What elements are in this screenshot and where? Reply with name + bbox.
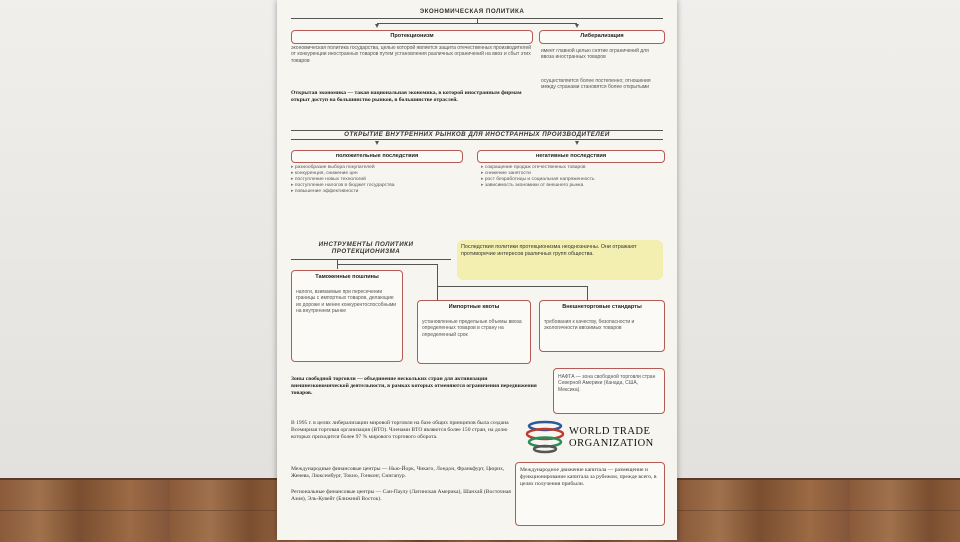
protectionism-text: экономическая политика государства, целью которой является защита отечественных производителей от конкуренции иностранных товаров путем установления различных ограничений на ввоз и сбыт этих товаров — [291, 45, 532, 64]
free-trade-definition: Зоны свободной торговли — объединение нескольких стран для активизации внешнеэкономической деятельности, в рамках которых отменяются ограничения передвижения товаров. — [291, 376, 537, 396]
divider — [291, 259, 451, 260]
divider — [291, 139, 663, 140]
negative-list — [481, 165, 663, 189]
customs-box — [291, 270, 403, 362]
connector — [437, 264, 438, 300]
quotas-text: установленные предельные объемы ввоза определенных товаров в страну на определенный срок — [422, 319, 522, 338]
arrow-icon — [575, 24, 579, 28]
regional-centers: Региональные финансовые центры — Сан-Паулу (Латинская Америка), Шанхай (Восточная Азия), Эль-Кувейт (Ближний Восток). — [291, 489, 511, 502]
connector — [437, 286, 587, 287]
wto-logo-line2: ORGANIZATION — [569, 438, 654, 449]
connector — [377, 23, 577, 24]
list-item: ▸ повышение эффективности — [291, 189, 471, 195]
negative-title-box — [477, 150, 665, 163]
liberalization-title: Либерализация — [580, 33, 624, 39]
opening-title: ОТКРЫТИЕ ВНУТРЕННИХ РЫНКОВ ДЛЯ ИНОСТРАННЫХ ПРОИЗВОДИТЕЛЕЙ — [344, 131, 610, 138]
arrow-icon — [375, 141, 379, 145]
positive-title-box — [291, 150, 463, 163]
wto-globe-icon — [525, 418, 565, 454]
main-title: ЭКОНОМИЧЕСКАЯ ПОЛИТИКА — [419, 8, 525, 15]
list-item: ▸ конкуренция, снижение цен — [291, 171, 471, 177]
liberalization-text: имеет главной целью снятие ограничений для ввоза иностранных товаров — [541, 48, 649, 61]
protectionism-box — [291, 30, 533, 44]
quotas-box — [417, 300, 531, 364]
nafta-box — [553, 368, 665, 414]
list-item: ▸ зависимость экономики от внешнего рынка — [481, 183, 663, 189]
open-economy-definition: Открытая экономика — такая национальная экономика, в которой иностранным фирмам открыт доступ на большинство рынков, в большинстве отраслей. — [291, 90, 522, 103]
protectionism-title: Протекционизм — [390, 33, 434, 39]
list-item: ▸ разнообразие выбора покупателей — [291, 165, 471, 171]
arrow-icon — [575, 141, 579, 145]
liberalization-note: осуществляется более постепенно; отношения между странами становятся более открытыми — [541, 78, 651, 91]
customs-text: налоги, взимаемые при пересечении границы с импортных товаров, делающие их дороже и менее конкурентоспособными на внутреннем рынке — [296, 289, 397, 314]
nafta-text: НАФТА — зона свободной торговли стран Северной Америки (Канада, США, Мексика). — [558, 374, 656, 393]
positive-title: положительные последствия — [335, 153, 419, 159]
capital-flow-text: Международное движение капитала — размещение и функционирование капитала за рубежом, прежде всего, в целях получения прибыли. — [520, 467, 657, 487]
list-item: ▸ сокращение продаж отечественных товаров — [481, 165, 663, 171]
wto-logo-line1: WORLD TRADE — [569, 426, 651, 437]
quotas-title: Импортные квоты — [448, 304, 500, 310]
standards-text: требования к качеству, безопасности и экологичности ввозимых товаров — [544, 319, 635, 332]
arrow-icon — [375, 24, 379, 28]
list-item: ▸ поступление новых технологий — [291, 177, 471, 183]
wto-history: В 1995 г. в целях либерализации мировой торговли на базе общих принципов была создана Всемирная торговая организация (ВТО). Членами ВТО являются более 150 стран, на долю которых приходится более 97 % мирового торгового оборота. — [291, 420, 509, 440]
instruments-title: ИНСТРУМЕНТЫ ПОЛИТИКИ ПРОТЕКЦИОНИЗМА — [318, 241, 414, 255]
negative-title: негативные последствия — [535, 153, 607, 159]
highlight-note: Последствия политики протекционизма неоднозначны. Они отражают противоречие интересов различных групп общества. — [461, 244, 637, 257]
capital-flow-box — [515, 462, 665, 526]
list-item: ▸ рост безработицы и социальная напряженность — [481, 177, 663, 183]
liberalization-box — [539, 30, 665, 44]
financial-centers: Международные финансовые центры — Нью-Йорк, Чикаго, Лондон, Франкфурт, Цюрих, Женева, Люксембург, Токио, Гонконг, Сингапур. — [291, 466, 505, 479]
standards-title: Внешнеторговые стандарты — [562, 304, 642, 310]
customs-title: Таможенные пошлины — [315, 274, 379, 280]
document-page — [277, 0, 677, 540]
connector — [587, 286, 588, 300]
standards-box — [539, 300, 665, 352]
positive-list — [291, 165, 471, 195]
connector — [337, 264, 437, 265]
list-item: ▸ поступление налогов в бюджет государства — [291, 183, 471, 189]
list-item: ▸ снижение занятости — [481, 171, 663, 177]
